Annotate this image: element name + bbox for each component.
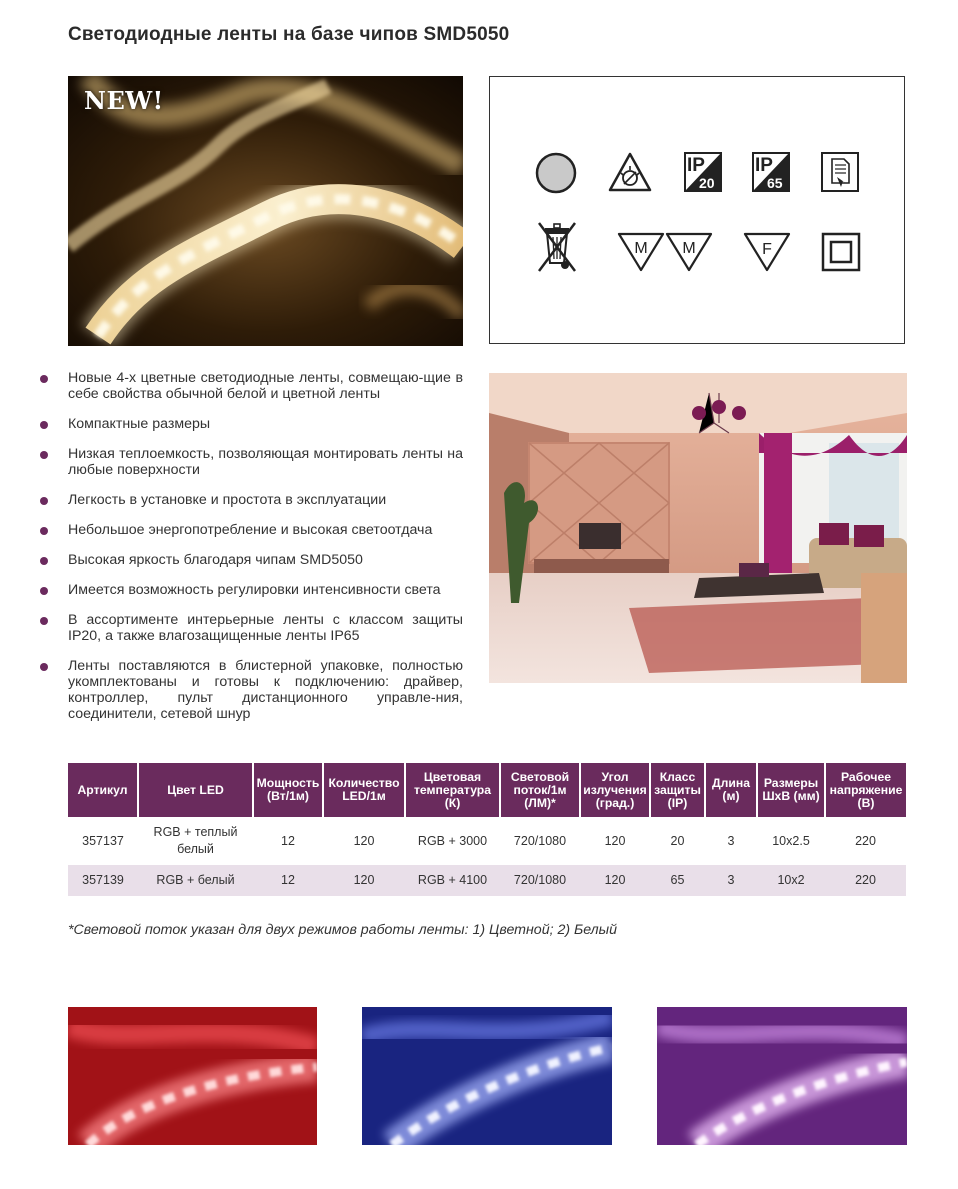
f-triangle-icon [743, 232, 791, 272]
interior-room-photo [489, 373, 907, 683]
instruction-manual-icon [820, 151, 860, 193]
column-header: Цвет LED [138, 763, 253, 817]
list-item: Компактные размеры [38, 416, 463, 432]
purple-led-strip-photo [657, 1007, 907, 1145]
table-cell: 120 [580, 817, 650, 865]
column-header: Световой поток/1м (ЛМ)* [500, 763, 580, 817]
red-led-strip-photo [68, 1007, 317, 1145]
column-header: Класс защиты (IP) [650, 763, 705, 817]
table-cell: 10x2 [757, 865, 825, 896]
table-cell: 65 [650, 865, 705, 896]
column-header: Мощность (Вт/1м) [253, 763, 323, 817]
list-item: Небольшое энергопотребление и высокая светоотдача [38, 522, 463, 538]
svg-text:20: 20 [699, 175, 715, 191]
table-header-row [68, 763, 906, 817]
table-cell: 12 [253, 817, 323, 865]
table-cell: 120 [580, 865, 650, 896]
double-insulation-square-icon [821, 232, 861, 272]
energy-label-circle-icon [535, 152, 577, 194]
bullet-icon [40, 375, 48, 383]
table-cell: 720/1080 [500, 817, 580, 865]
list-item: Низкая теплоемкость, позволяющая монтировать ленты на любые поверхности [38, 446, 463, 478]
mm-furniture-mount-icon [617, 232, 713, 272]
table-cell: 3 [705, 817, 757, 865]
table-cell: 357139 [68, 865, 138, 896]
column-header: Рабочее напряжение (В) [825, 763, 906, 817]
bullet-icon [40, 557, 48, 565]
page-title: Светодиодные ленты на базе чипов SMD5050 [68, 24, 510, 45]
bullet-icon [40, 451, 48, 459]
footnote: *Световой поток указан для двух режимов работы ленты: 1) Цветной; 2) Белый [68, 922, 618, 938]
new-badge: NEW! [84, 86, 164, 115]
svg-text:IP: IP [687, 155, 705, 176]
column-header: Цветовая температура (К) [405, 763, 500, 817]
bullet-icon [40, 497, 48, 505]
column-header: Артикул [68, 763, 138, 817]
list-item: Высокая яркость благодаря чипам SMD5050 [38, 552, 463, 568]
feature-list [38, 370, 463, 736]
certification-icons-panel [489, 76, 905, 344]
table-cell: RGB + 3000 [405, 817, 500, 865]
bullet-icon [40, 617, 48, 625]
table-row [68, 817, 906, 865]
column-header: Угол излучения (град.) [580, 763, 650, 817]
table-cell: 10x2.5 [757, 817, 825, 865]
list-item: В ассортименте интерьерные ленты с классом защиты IP20, а также влагозащищенные ленты IP65 [38, 612, 463, 644]
table-cell: 720/1080 [500, 865, 580, 896]
table-cell: RGB + теплый белый [138, 817, 253, 865]
list-item: Ленты поставляются в блистерной упаковке, полностью укомплектованы и готовы к подключению: драйвер, контроллер, пульт дистанционного управле-ния, соединители, сетевой шнур [38, 658, 463, 722]
spec-table [68, 763, 906, 896]
svg-text:65: 65 [767, 175, 783, 191]
table-cell: 120 [323, 865, 405, 896]
table-cell: RGB + 4100 [405, 865, 500, 896]
hero-led-strip-photo [68, 76, 463, 346]
list-item: Легкость в установке и простота в эксплуатации [38, 492, 463, 508]
table-cell: 220 [825, 817, 906, 865]
svg-text:IP: IP [755, 155, 773, 176]
table-row [68, 865, 906, 896]
lamp-warning-triangle-icon [607, 151, 653, 193]
bullet-icon [40, 421, 48, 429]
table-cell: RGB + белый [138, 865, 253, 896]
column-header: Количество LED/1м [323, 763, 405, 817]
ip20-icon [684, 152, 722, 192]
column-header: Длина (м) [705, 763, 757, 817]
table-cell: 357137 [68, 817, 138, 865]
list-item: Новые 4-х цветные светодиодные ленты, совмещаю-щие в себе свойства обычной белой и цветной ленты [38, 370, 463, 402]
ip65-icon [752, 152, 790, 192]
table-cell: 220 [825, 865, 906, 896]
table-cell: 12 [253, 865, 323, 896]
table-cell: 3 [705, 865, 757, 896]
table-cell: 120 [323, 817, 405, 865]
list-item: Имеется возможность регулировки интенсивности света [38, 582, 463, 598]
blue-led-strip-photo [362, 1007, 612, 1145]
bullet-icon [40, 663, 48, 671]
svg-text:M: M [634, 240, 648, 257]
svg-text:F: F [762, 241, 772, 258]
svg-text:M: M [682, 240, 696, 257]
column-header: Размеры ШxВ (мм) [757, 763, 825, 817]
bullet-icon [40, 527, 48, 535]
weee-crossed-bin-icon [535, 219, 579, 273]
bullet-icon [40, 587, 48, 595]
table-cell: 20 [650, 817, 705, 865]
